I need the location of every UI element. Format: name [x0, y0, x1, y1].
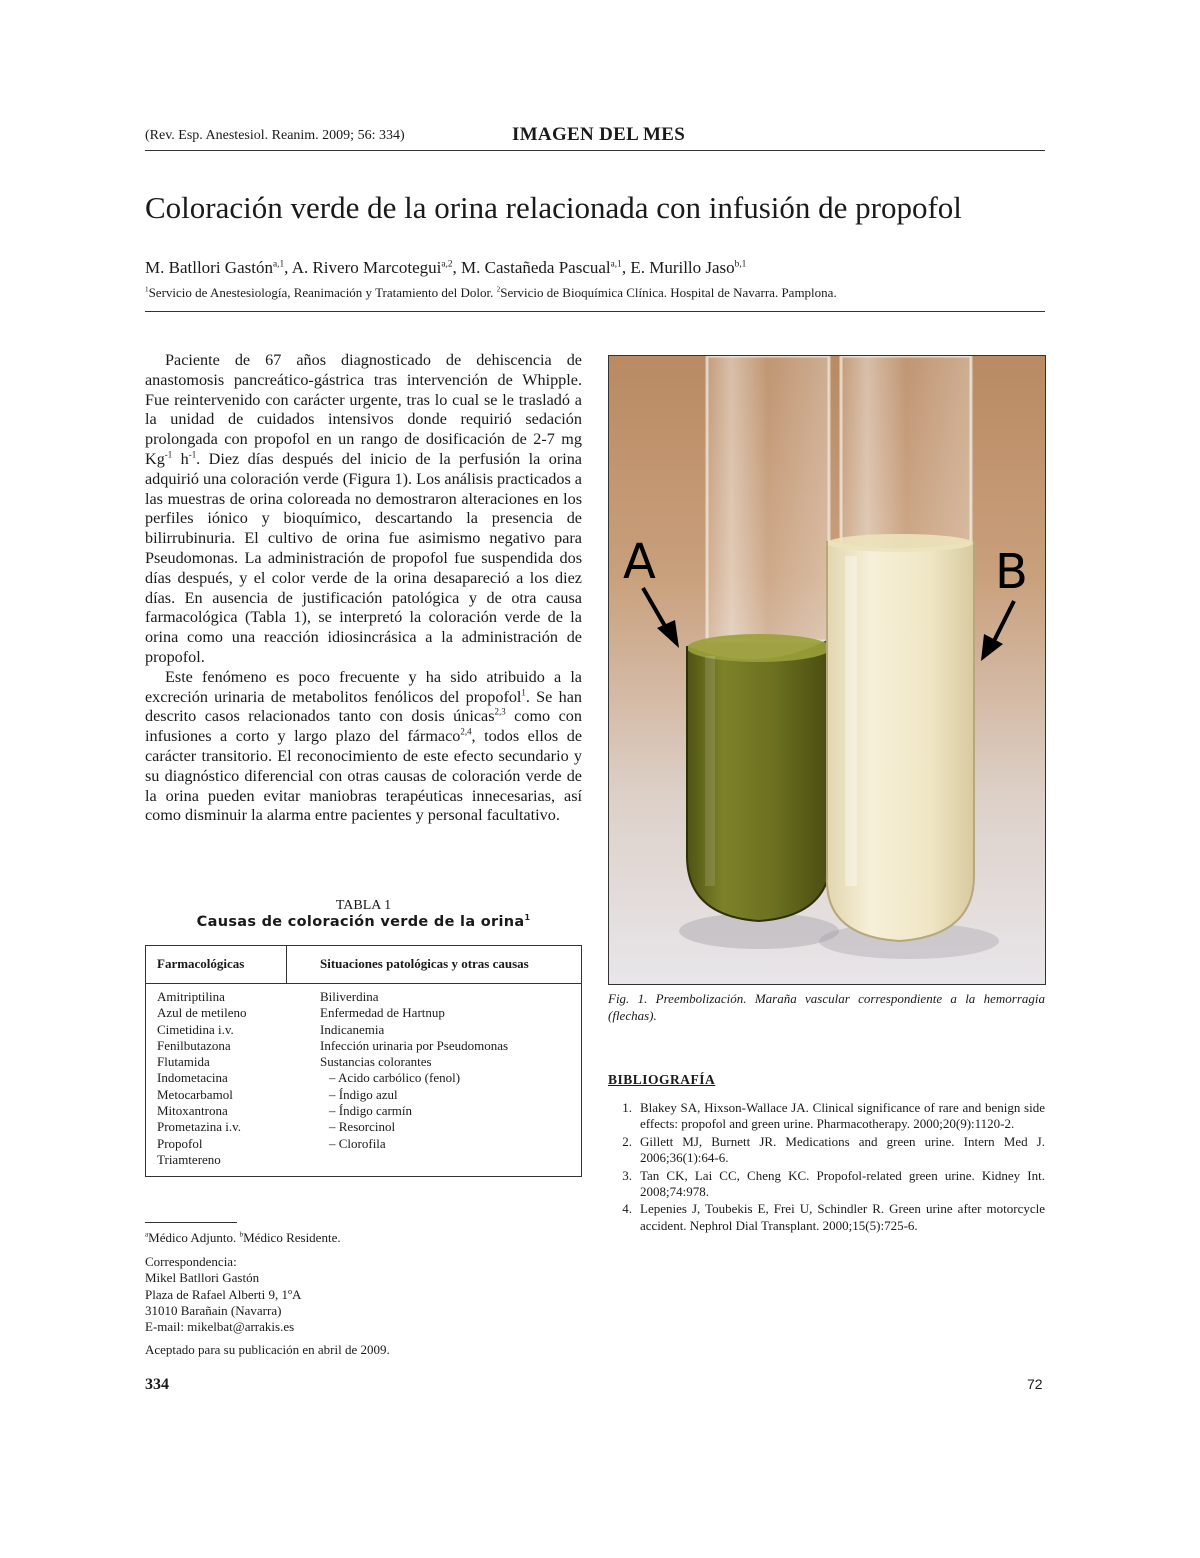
bibliography-item: 1. Blakey SA, Hixson-Wallace JA. Clinical significance of rare and benign side effects: propofol and green urine. Pharmacotherapy. 2000;20(9):1120-2. [622, 1100, 1045, 1132]
table-cell: Propofol [157, 1135, 203, 1151]
table-cell: Infección urinaria por Pseudomonas [320, 1037, 509, 1053]
bibliography-title: BIBLIOGRAFÍA [608, 1072, 716, 1087]
table-cell: Biliverdina [320, 989, 379, 1004]
table-cell: Amitriptilina [157, 989, 225, 1004]
test-tubes-photo [609, 356, 1045, 984]
table-cell: Cimetidina i.v. [157, 1021, 234, 1037]
footnote-rule [145, 1222, 237, 1223]
table-cell: Metocarbamol [157, 1086, 233, 1102]
table-header [146, 946, 581, 984]
author-name: E. Murillo Jaso [630, 258, 735, 277]
correspondence-name: Mikel Batllori Gastón [145, 1270, 260, 1286]
table-header-col1: Farmacológicas [157, 956, 245, 971]
bibliography-item: 4. Lepenies J, Toubekis E, Frei U, Schindler R. Green urine after motorcycle accident. Nephrol Dial Transplant. 2000;15(5):725-6. [622, 1201, 1045, 1233]
correspondence-city: 31010 Barañain (Navarra) [145, 1302, 282, 1318]
table-cell: Triamtereno [157, 1151, 221, 1167]
correspondence-email[interactable]: E-mail: mikelbat@arrakis.es [145, 1319, 295, 1335]
correspondence [145, 1254, 301, 1335]
author-sup: a,2 [441, 259, 453, 270]
author-name: M. Castañeda Pascual [461, 258, 611, 277]
table-cell: – Resorcinol [329, 1119, 396, 1135]
author-list: M. Batllori Gastón$^{a,1}$, A. Rivero Marcotegui$^{a,2}$, M. Castañeda Pascual$^{a,1}$, E. Murillo Jaso$^{b,1}$ [145, 258, 747, 277]
causes-table [145, 945, 582, 1177]
article-title: Coloración verde de la orina relacionada con infusión de propofol [145, 190, 962, 225]
accepted-note: Aceptado para su publicación en abril de 2009. [145, 1342, 390, 1357]
table-cell: – Índigo carmín [329, 1103, 413, 1119]
table-cell: Fenilbutazona [157, 1037, 231, 1053]
table-col-farmacologicas [157, 989, 247, 1168]
table-cell: Sustancias colorantes [320, 1054, 432, 1070]
header-rule [145, 150, 1045, 151]
table-cell: Mitoxantrona [157, 1103, 228, 1119]
table-cell: Indometacina [157, 1070, 228, 1086]
author-name: M. Batllori Gastón [145, 258, 273, 277]
bibliography-item: 2. Gillett MJ, Burnett JR. Medications and green urine. Intern Med J. 2006;36(1):64-6. [622, 1133, 1045, 1166]
table-cell: – Clorofila [329, 1135, 386, 1151]
paragraph-1: Paciente de 67 años diagnosticado de dehiscencia de anastomosis pancreático-gástrica tras intervención de Whipple. Fue reintervenido con carácter urgente, tras lo cual se le trasladó a la unidad de cuidados intensivos donde requirió sedación prolongada con propofol en un rango de dosificación de 2-7 mg $Kg^{-1}$ $h^{-1}$. Diez días después del inicio de la perfusión la orina adquirió una coloración verde (Figura 1). Los análisis practicados a las muestras de orina coloreada no demostraron alteraciones en los perfiles iónico y bioquímico, descartando la presencia de bilirrubinuria. El cultivo de orina fue asimismo negativo para Pseudomonas. La administración de propofol fue suspendida dos días después, y el color verde de la orina desapareció a los diez días. En ausencia de justificación patológica y de otra causa farmacológica (Tabla 1), se interpretó la coloración verde de la orina como una reacción idiosincrásica a la administración de propofol. [145, 351, 582, 666]
table-cell: Indicanemia [320, 1021, 385, 1037]
table-title: Causas de coloración verde de la orina$^1$ [196, 913, 531, 930]
bibliography-list [608, 1100, 1045, 1235]
table-header-col2: Situaciones patológicas y otras causas [320, 956, 529, 971]
affiliations [145, 285, 837, 301]
footnote: $^a$Médico Adjunto. $^b$Médico Residente. [145, 1230, 341, 1245]
correspondence-label: Correspondencia: [145, 1254, 237, 1269]
table-cell: Prometazina i.v. [157, 1119, 241, 1135]
author-sup: b,1 [734, 259, 747, 270]
table-col-situaciones [320, 989, 508, 1152]
bibliography-item: 3. Tan CK, Lai CC, Cheng KC. Propofol-related green urine. Kidney Int. 2008;74:978. [622, 1167, 1045, 1200]
table-cell: Azul de metileno [157, 1005, 247, 1021]
affiliation-2: Servicio de Bioquímica Clínica. Hospital de Navarra. Pamplona. [500, 285, 837, 300]
affil-sup: 1 [145, 285, 149, 294]
figure-label-b: B [995, 544, 1028, 600]
author-sup: a,1 [610, 259, 622, 270]
paragraph-2: Este fenómeno es poco frecuente y ha sido atribuido a la excreción urinaria de metabolitos fenólicos del propofol$^1$. Se han descrito casos relacionados tanto con dosis únicas$^{2,3}$ como con infusiones a corto y largo plazo del fármaco$^{2,4}$, todos ellos de carácter transitorio. El reconocimiento de este efecto secundario y su diagnóstico diferencial con otras causas de coloración verde de la orina pueden evitar maniobras terapéuticas innecesarias, así como disminuir la alarma entre pacientes y personal facultativo. [145, 667, 582, 825]
body-text [145, 351, 582, 826]
table-cell: Enfermedad de Hartnup [320, 1005, 445, 1021]
figure-1 [608, 355, 1046, 985]
author-sup: a,1 [272, 259, 285, 270]
correspondence-street: Plaza de Rafael Alberti 9, 1ºA [145, 1286, 302, 1302]
journal-reference: (Rev. Esp. Anestesiol. Reanim. 2009; 56: 334) [145, 128, 405, 143]
figure-label-a: A [623, 534, 656, 590]
figure-caption: Fig. 1. Preembolización. Maraña vascular correspondiente a la hemorragia (flechas). [608, 991, 1045, 1023]
table-label: TABLA 1 [335, 898, 392, 913]
author-name: A. Rivero Marcotegui [291, 258, 442, 277]
affil-sup: 2 [496, 285, 501, 294]
page-number-right: 72 [1027, 1376, 1043, 1392]
affiliation-rule [145, 311, 1045, 312]
section-title: IMAGEN DEL MES [512, 124, 686, 145]
affiliation-1: Servicio de Anestesiología, Reanimación y Tratamiento del Dolor. [148, 285, 494, 300]
table-cell: – Índigo azul [329, 1086, 398, 1102]
table-cell: Flutamida [157, 1054, 210, 1070]
table-cell: – Acido carbólico (fenol) [329, 1070, 461, 1086]
page-number-left: 334 [145, 1376, 169, 1393]
